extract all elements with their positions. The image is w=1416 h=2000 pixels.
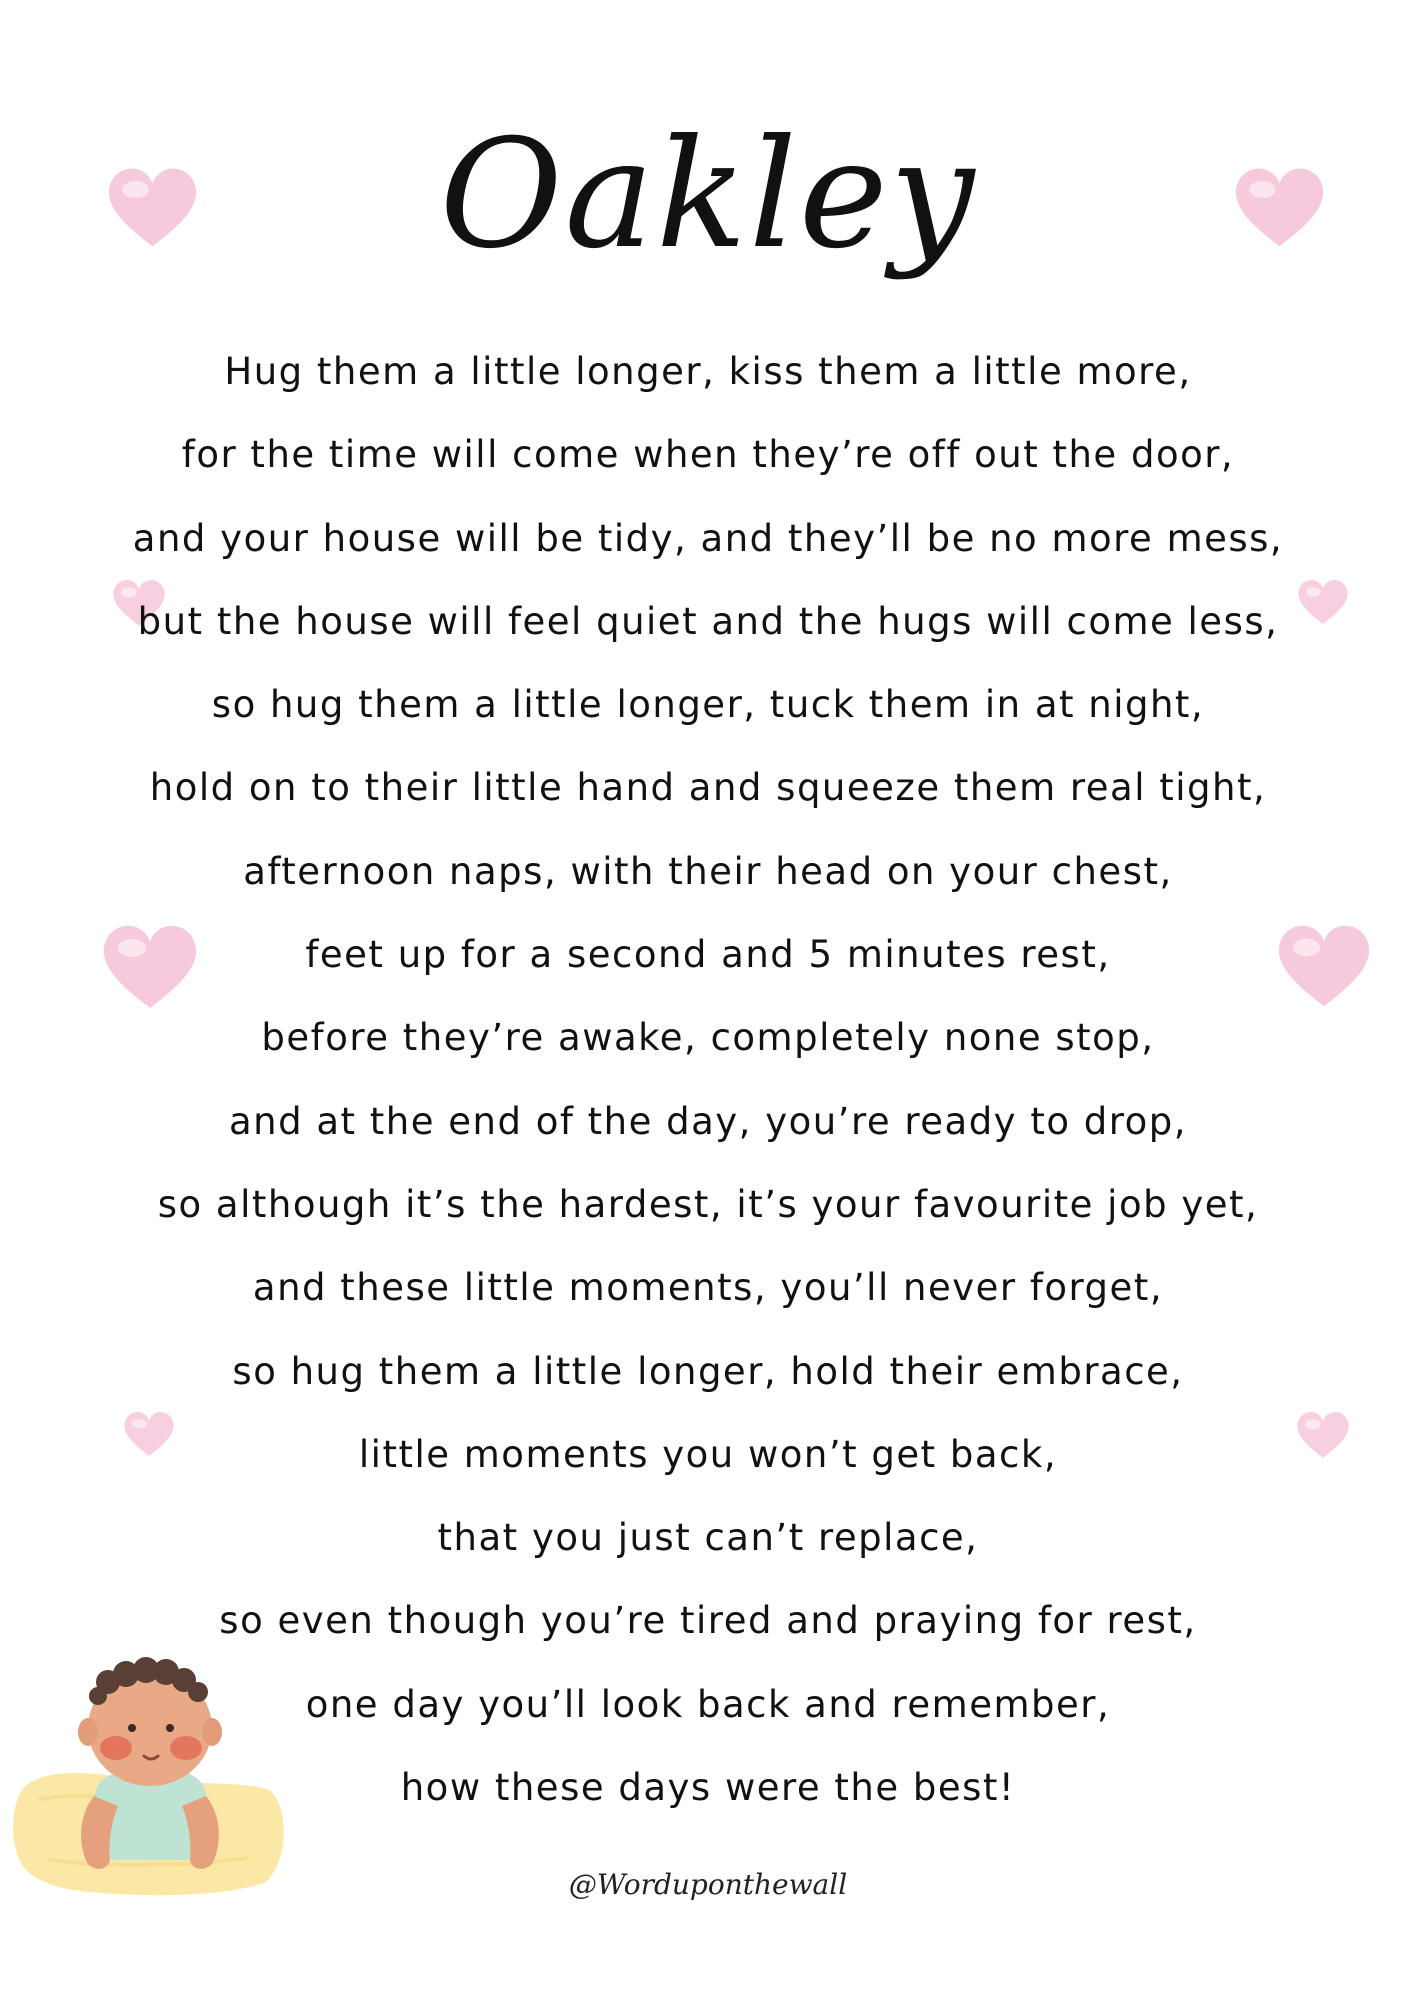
heart-icon — [105, 165, 200, 250]
poem-line: but the house will feel quiet and the hugs will come less, — [137, 599, 1279, 643]
poem-line: for the time will come when they’re off out the door, — [181, 433, 1235, 477]
credit-handle: @Worduponthewall — [568, 1868, 848, 1901]
poem-line: one day you’ll look back and remember, — [305, 1682, 1111, 1726]
poem-line: how these days were the best! — [400, 1766, 1016, 1810]
poem-body — [0, 330, 1416, 1829]
poem-line: hold on to their little hand and squeeze them real tight, — [149, 766, 1267, 810]
poem-line: so although it’s the hardest, it’s your favourite job yet, — [157, 1182, 1259, 1226]
poem-line: that you just can’t replace, — [437, 1516, 979, 1560]
poem-line: feet up for a second and 5 minutes rest, — [305, 933, 1111, 977]
poem-line: and your house will be tidy, and they’ll be no more mess, — [132, 516, 1284, 560]
poem-line: and at the end of the day, you’re ready to drop, — [228, 1099, 1188, 1143]
heart-icon — [1232, 165, 1327, 250]
poem-line: so even though you’re tired and praying for rest, — [219, 1599, 1197, 1643]
poem-line: and these little moments, you’ll never forget, — [252, 1266, 1164, 1310]
poem-line: so hug them a little longer, hold their embrace, — [232, 1349, 1184, 1393]
poem-line: afternoon naps, with their head on your chest, — [243, 849, 1173, 893]
page-title: Oakley — [439, 108, 977, 282]
crawling-baby-icon — [8, 1620, 288, 1900]
poem-line: so hug them a little longer, tuck them in at night, — [211, 683, 1205, 727]
poem-line: before they’re awake, completely none stop, — [261, 1016, 1155, 1060]
poem-line: Hug them a little longer, kiss them a little more, — [224, 350, 1192, 393]
poem-line: little moments you won’t get back, — [358, 1432, 1058, 1476]
